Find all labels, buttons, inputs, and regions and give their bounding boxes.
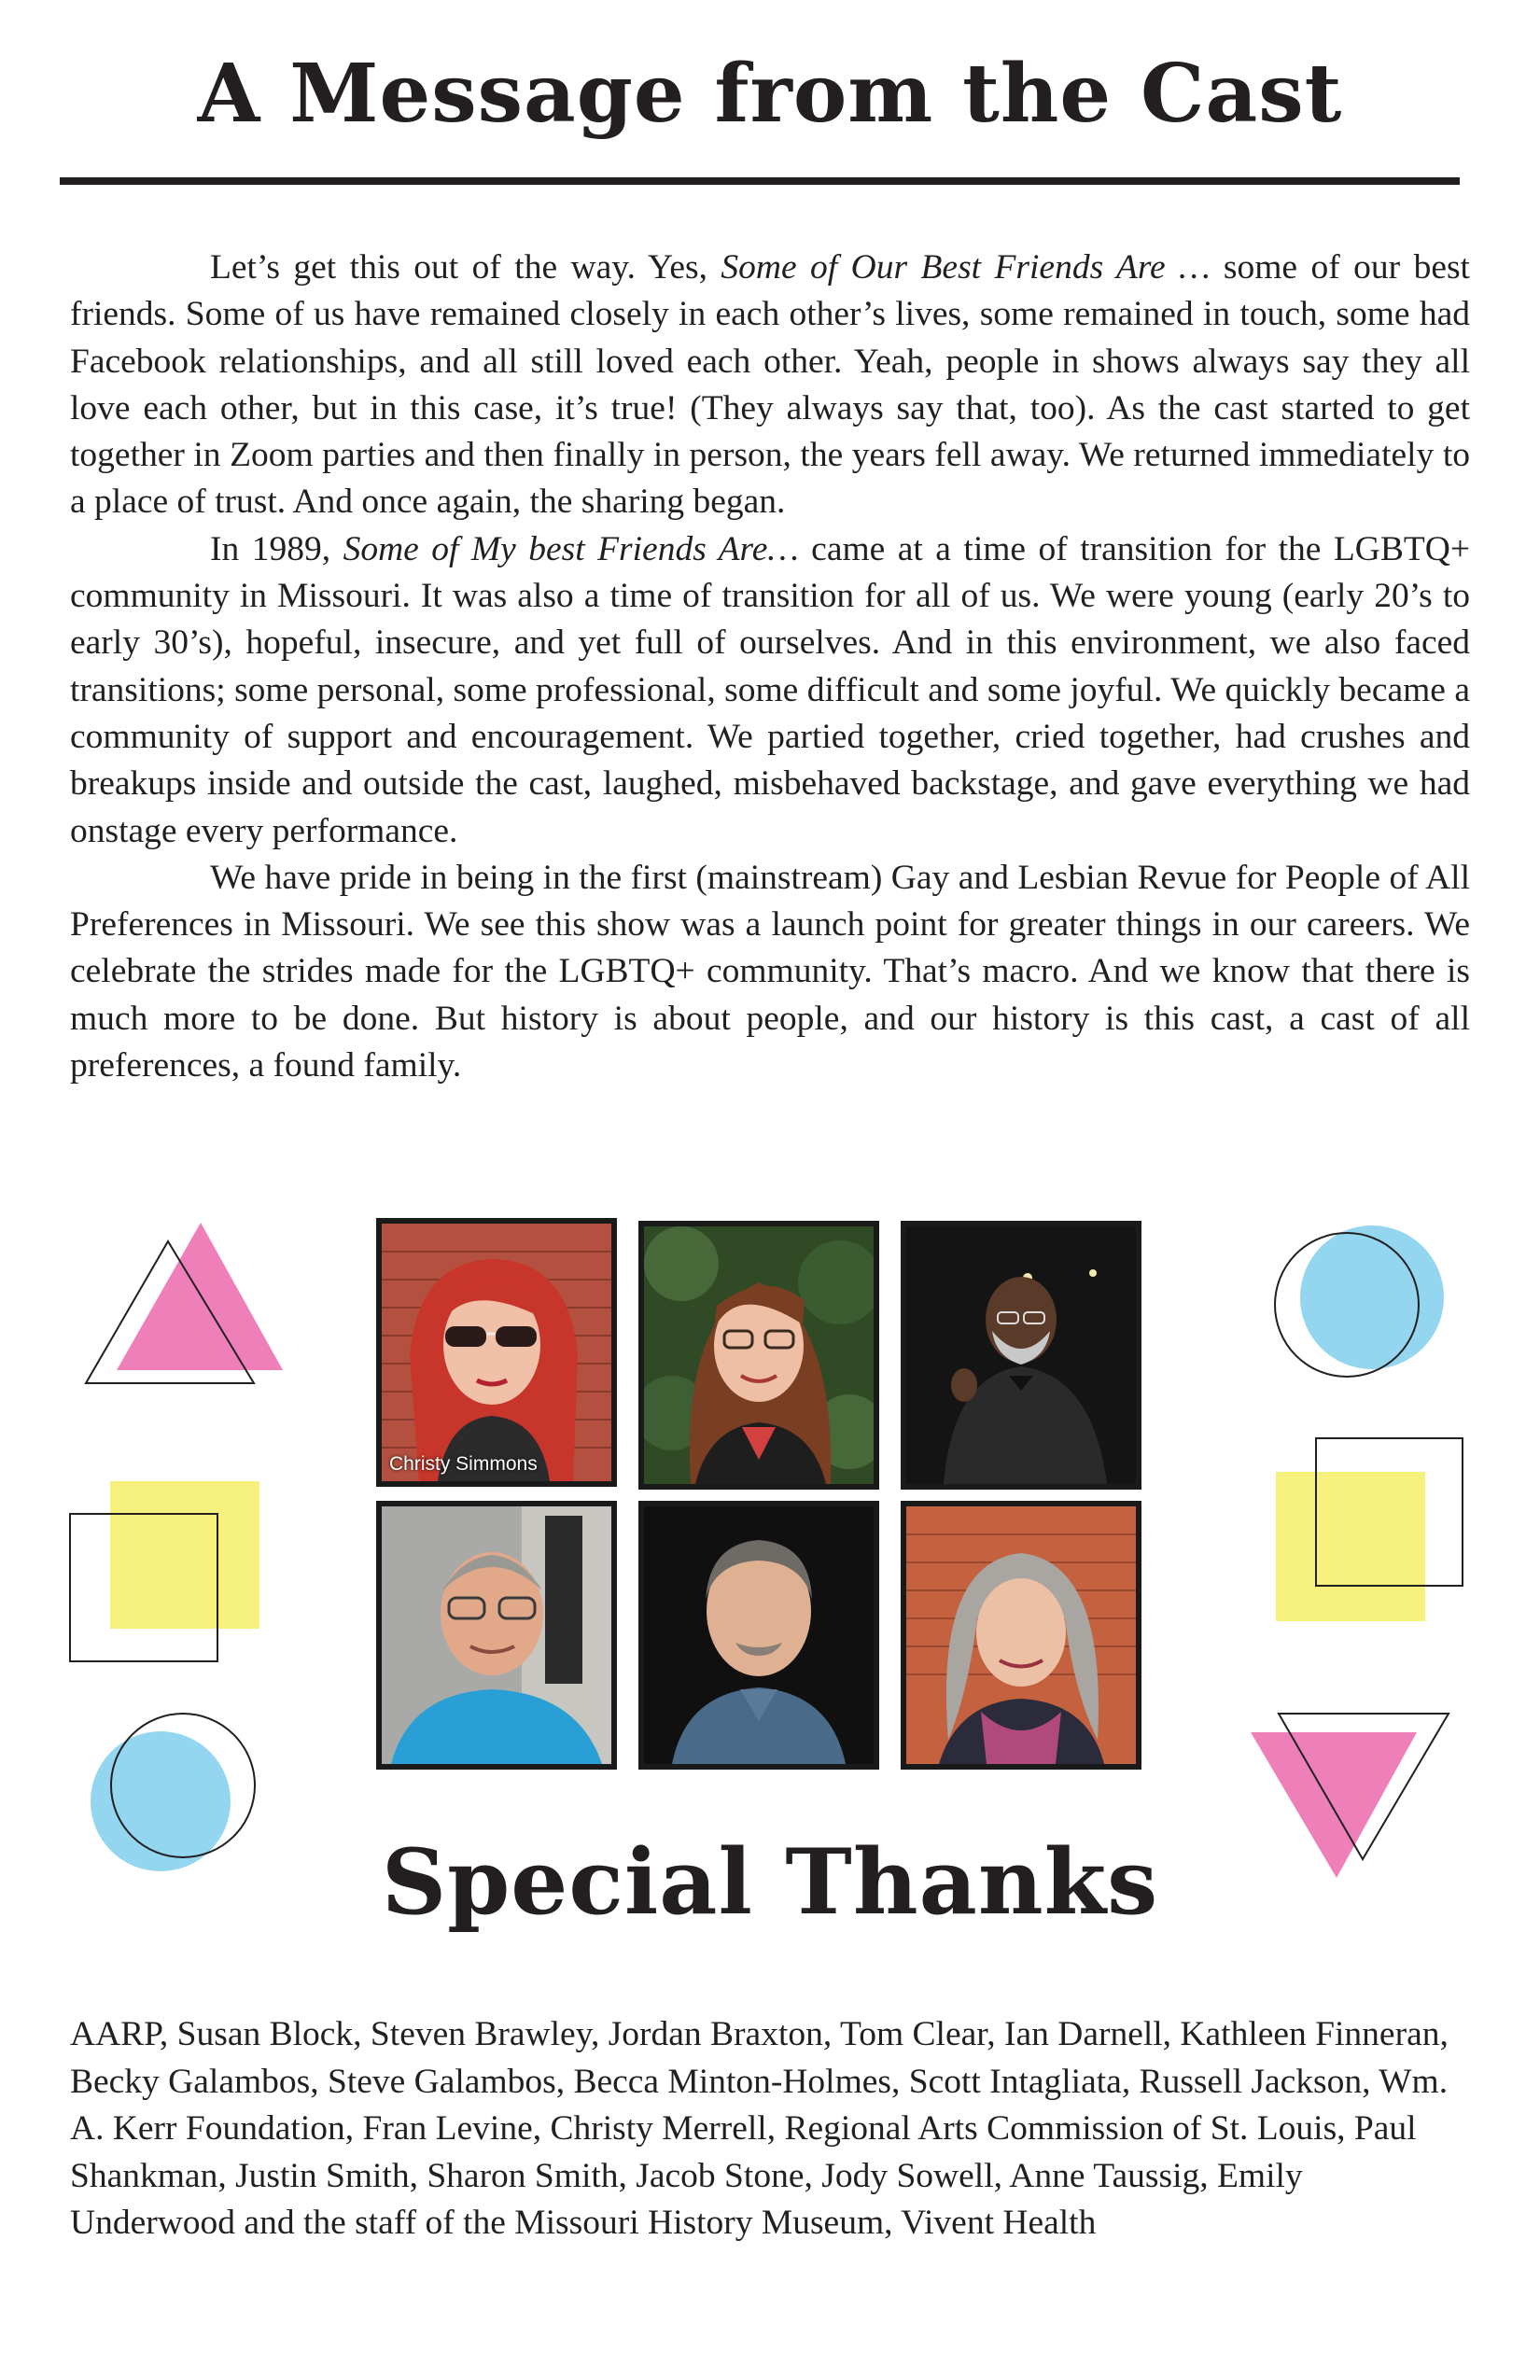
- yellow-square-shape: [1276, 1472, 1425, 1621]
- show-title-text: Some of My best Friends Are…: [343, 529, 799, 568]
- pink-triangle-shape: [117, 1223, 283, 1370]
- special-thanks-heading: Special Thanks: [381, 1829, 1159, 1935]
- blue-circle-shape: [1300, 1225, 1444, 1369]
- message-text: Let’s get this out of the way. Yes,: [210, 248, 721, 287]
- cast-photo: [638, 1221, 879, 1490]
- message-text: In 1989,: [210, 529, 343, 568]
- message-text: We have pride in being in the first (mainstream) Gay and Lesbian Revue for People of All Preferences in Missouri. We see this show was a launch point for greater things in our careers. We celebrate the strides made for the LGBTQ+ community. That’s macro. And we know that there is much more to be done. But history is about people, and our history is this cast, a cast of all preferences, a found family.: [70, 858, 1470, 1085]
- page-title: A Message from the Cast: [197, 47, 1343, 141]
- yellow-square-shape: [110, 1481, 259, 1629]
- cast-photo: [376, 1501, 617, 1770]
- cast-photo: [901, 1221, 1141, 1490]
- show-title-text: Some of Our Best Friends Are …: [721, 248, 1211, 287]
- message-text: came at a time of transition for the LGBTQ+ community in Missouri. It was also a time of transition for all of us. We were young (early 20’s to early 30’s), hopeful, insecure, and yet full of ourselves. And in this environment, we also faced transitions; some personal, some professional, some difficult and some joyful. We quickly became a community of support and encouragement. We partied together, cried together, had crushes and breakups inside and outside the cast, laughed, misbehaved backstage, and gave everything we had onstage every performance.: [70, 529, 1470, 850]
- cast-photo: [638, 1501, 879, 1770]
- photo-caption: Christy Simmons: [389, 1453, 538, 1475]
- special-thanks-list: AARP, Susan Block, Steven Brawley, Jordan Braxton, Tom Clear, Ian Darnell, Kathleen Finneran, Becky Galambos, Steve Galambos, Becca Minton-Holmes, Scott Intagliata, Russell Jackson, Wm. A. Kerr Foundation, Fran Levine, Christy Merrell, Regional Arts Commission of St. Louis, Paul Shankman, Justin Smith, Sharon Smith, Jacob Stone, Jody Sowell, Anne Taussig, Emily Underwood and the staff of the Missouri History Museum, Vivent Health: [70, 2015, 1449, 2242]
- cast-photo: [901, 1501, 1141, 1770]
- message-text: some of our best friends. Some of us have remained closely in each other’s lives, some remained in touch, some had Facebook relationships, and all still loved each other. Yeah, people in shows always say they all love each other, but in this case, it’s true! (They always say that, too). As the cast started to get together in Zoom parties and then finally in person, the years fell away. We returned immediately to a place of trust. And once again, the sharing began.: [70, 248, 1470, 522]
- cast-photo: [376, 1218, 617, 1487]
